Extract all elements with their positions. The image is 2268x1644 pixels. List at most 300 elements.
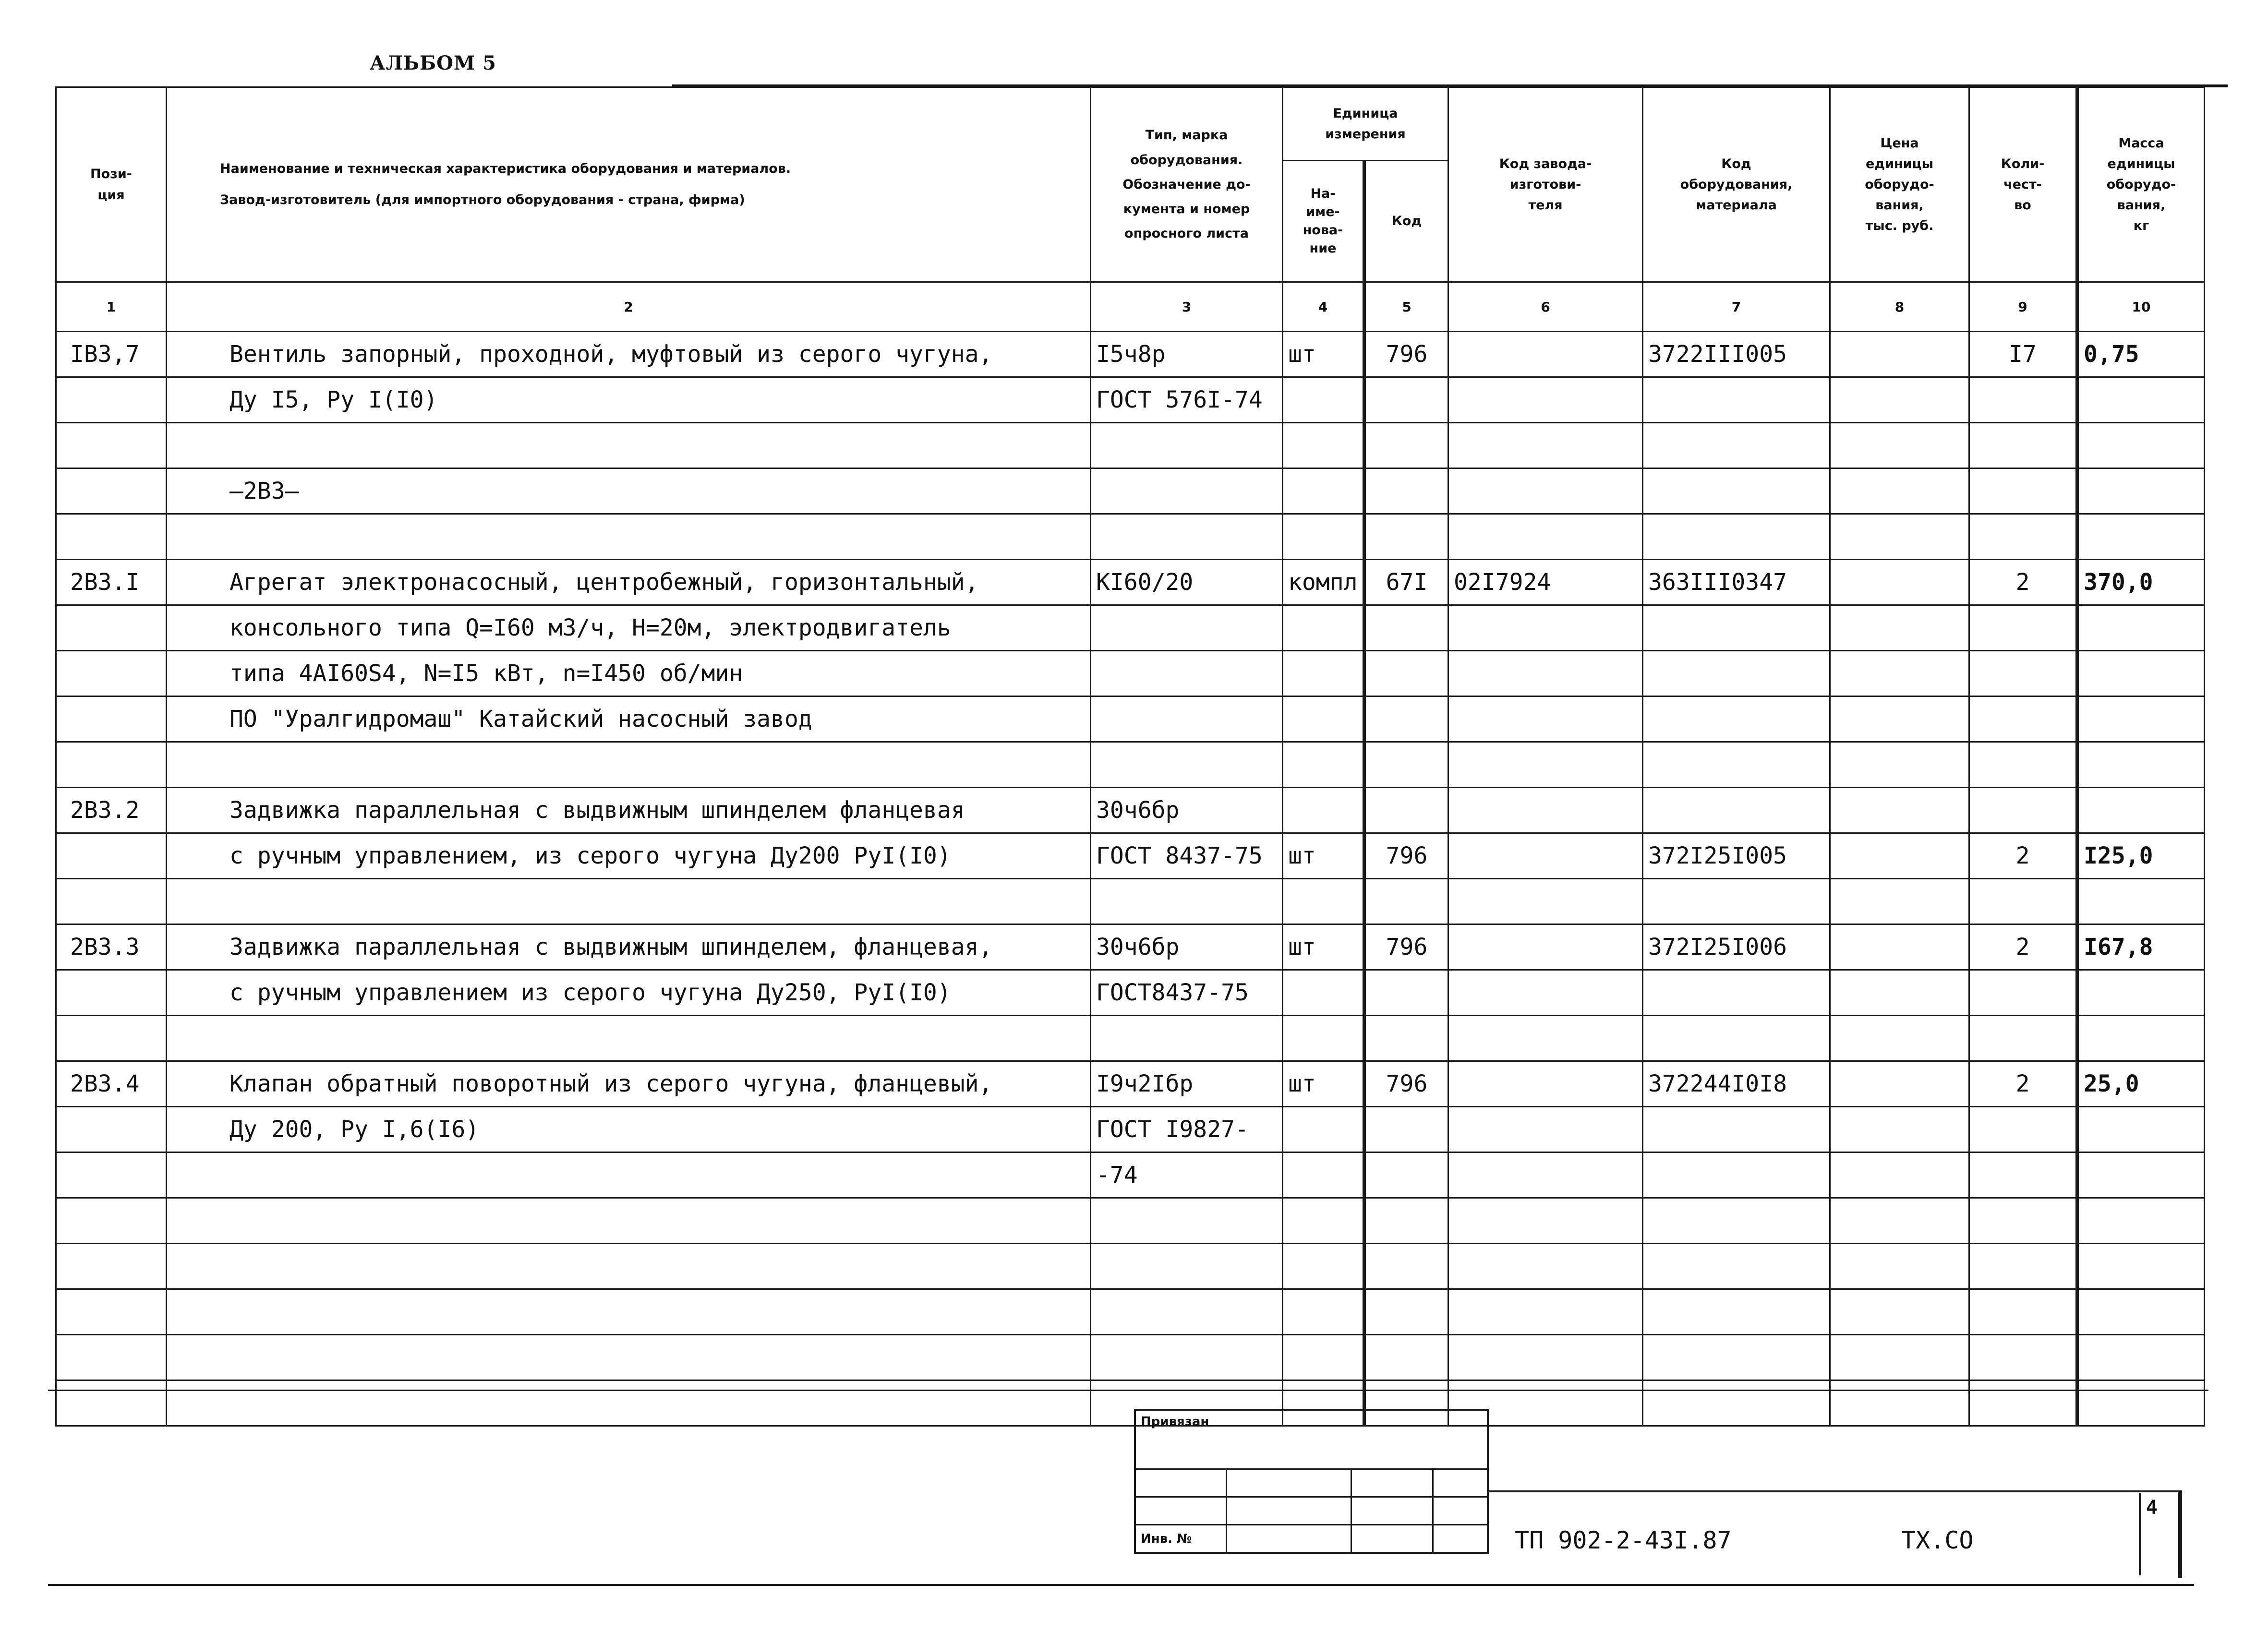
type-cell: ГОСТ I9827-	[1091, 1107, 1283, 1152]
equipment-code-cell: 3722III005	[1643, 332, 1830, 377]
column-number: 7	[1643, 282, 1830, 332]
stamp-cell	[1433, 1497, 1488, 1525]
mass-cell: 25,0	[2077, 1061, 2205, 1107]
type-cell	[1091, 1335, 1283, 1380]
price-cell	[1830, 377, 1969, 423]
unit-code-cell: 796	[1364, 332, 1448, 377]
position-cell	[56, 514, 167, 560]
stamp-cell	[1226, 1525, 1351, 1553]
specification-body	[56, 332, 2205, 1426]
equipment-code-cell	[1643, 377, 1830, 423]
plant-code-cell	[1448, 1016, 1643, 1061]
album-label: АЛЬБОМ 5	[370, 52, 497, 74]
price-cell	[1830, 1016, 1969, 1061]
position-cell	[56, 1198, 167, 1244]
price-cell	[1830, 879, 1969, 924]
price-cell	[1830, 560, 1969, 605]
unit-cell: шт	[1283, 332, 1364, 377]
price-cell	[1830, 423, 1969, 468]
position-cell: IВЗ,7	[56, 332, 167, 377]
equipment-code-cell	[1643, 1289, 1830, 1335]
name-cell: Клапан обратный поворотный из серого чугуна, фланцевый,	[167, 1061, 1091, 1107]
name-cell: с ручным управлением из серого чугуна Ду250, РуI(I0)	[167, 970, 1091, 1016]
unit-code-cell	[1364, 468, 1448, 514]
stamp-cell	[1351, 1497, 1433, 1525]
quantity-cell	[1969, 651, 2077, 696]
quantity-cell	[1969, 742, 2077, 788]
position-cell: 2ВЗ.I	[56, 560, 167, 605]
table-row	[56, 1244, 2205, 1289]
type-cell: КI60/20	[1091, 560, 1283, 605]
header-mass: Масса единицы оборудо- вания, кг	[2077, 87, 2205, 282]
quantity-cell: 2	[1969, 1061, 2077, 1107]
name-cell: Задвижка параллельная с выдвижным шпинделем, фланцевая,	[167, 924, 1091, 970]
unit-code-cell	[1364, 514, 1448, 560]
quantity-cell	[1969, 423, 2077, 468]
table-row	[56, 377, 2205, 423]
name-cell	[167, 1244, 1091, 1289]
specification-table	[55, 86, 2205, 1427]
unit-code-cell	[1364, 742, 1448, 788]
unit-cell: компл	[1283, 560, 1364, 605]
unit-code-cell	[1364, 377, 1448, 423]
unit-code-cell	[1364, 879, 1448, 924]
unit-cell	[1283, 605, 1364, 651]
type-cell: I5ч8р	[1091, 332, 1283, 377]
position-cell	[56, 1335, 167, 1380]
stamp-cell	[1226, 1497, 1351, 1525]
equipment-code-cell	[1643, 423, 1830, 468]
name-cell: консольного типа Q=I60 м3/ч, Н=20м, электродвигатель	[167, 605, 1091, 651]
plant-code-cell	[1448, 332, 1643, 377]
table-row	[56, 605, 2205, 651]
type-cell	[1091, 514, 1283, 560]
type-cell: ГОСТ 576I-74	[1091, 377, 1283, 423]
unit-code-cell	[1364, 1016, 1448, 1061]
unit-code-cell	[1364, 1198, 1448, 1244]
equipment-code-cell	[1643, 1244, 1830, 1289]
name-cell: типа 4АI60S4, N=I5 кВт, n=I450 об/мин	[167, 651, 1091, 696]
column-number: 4	[1283, 282, 1364, 332]
table-row	[56, 1016, 2205, 1061]
mass-cell	[2077, 742, 2205, 788]
stamp-privyazan: Привязан	[1135, 1410, 1488, 1469]
plant-code-cell	[1448, 423, 1643, 468]
type-cell	[1091, 605, 1283, 651]
name-cell: —2ВЗ—	[167, 468, 1091, 514]
unit-cell	[1283, 879, 1364, 924]
type-cell	[1091, 1198, 1283, 1244]
unit-cell	[1283, 1244, 1364, 1289]
name-cell: Ду I5, Ру I(I0)	[167, 377, 1091, 423]
type-cell	[1091, 696, 1283, 742]
price-cell	[1830, 514, 1969, 560]
type-cell: 30ч6бр	[1091, 788, 1283, 833]
plant-code-cell	[1448, 1061, 1643, 1107]
mass-cell	[2077, 1107, 2205, 1152]
name-cell	[167, 423, 1091, 468]
mass-cell: I25,0	[2077, 833, 2205, 879]
table-row	[56, 1061, 2205, 1107]
unit-cell: шт	[1283, 833, 1364, 879]
price-cell	[1830, 1152, 1969, 1198]
name-cell: с ручным управлением, из серого чугуна Ду200 РуI(I0)	[167, 833, 1091, 879]
name-cell	[167, 514, 1091, 560]
column-number: 3	[1091, 282, 1283, 332]
type-cell	[1091, 468, 1283, 514]
price-cell	[1830, 1335, 1969, 1380]
name-cell	[167, 1289, 1091, 1335]
quantity-cell	[1969, 1107, 2077, 1152]
unit-cell	[1283, 1335, 1364, 1380]
mass-cell	[2077, 514, 2205, 560]
table-row	[56, 970, 2205, 1016]
position-cell	[56, 1244, 167, 1289]
unit-cell	[1283, 1198, 1364, 1244]
equipment-code-cell	[1643, 605, 1830, 651]
unit-cell	[1283, 742, 1364, 788]
table-row	[56, 1198, 2205, 1244]
type-cell	[1091, 879, 1283, 924]
unit-cell	[1283, 788, 1364, 833]
column-number: 5	[1364, 282, 1448, 332]
price-cell	[1830, 742, 1969, 788]
mass-cell	[2077, 1198, 2205, 1244]
plant-code-cell	[1448, 651, 1643, 696]
unit-cell	[1283, 514, 1364, 560]
price-cell	[1830, 332, 1969, 377]
table-row	[56, 742, 2205, 788]
stamp-cell	[1433, 1469, 1488, 1497]
column-number: 10	[2077, 282, 2205, 332]
unit-code-cell	[1364, 696, 1448, 742]
header-unit-name: На- име- нова- ние	[1283, 161, 1364, 282]
position-cell	[56, 970, 167, 1016]
mass-cell	[2077, 696, 2205, 742]
table-row	[56, 696, 2205, 742]
plant-code-cell	[1448, 788, 1643, 833]
quantity-cell	[1969, 1289, 2077, 1335]
position-cell	[56, 1289, 167, 1335]
column-number: 2	[167, 282, 1091, 332]
type-cell	[1091, 1244, 1283, 1289]
quantity-cell: 2	[1969, 560, 2077, 605]
table-row	[56, 788, 2205, 833]
quantity-cell	[1969, 377, 2077, 423]
equipment-code-cell	[1643, 879, 1830, 924]
position-cell	[56, 423, 167, 468]
unit-code-cell	[1364, 1335, 1448, 1380]
equipment-code-cell	[1643, 742, 1830, 788]
position-cell	[56, 377, 167, 423]
position-cell	[56, 651, 167, 696]
stamp-cell	[1351, 1525, 1433, 1553]
name-cell	[167, 1380, 1091, 1426]
quantity-cell	[1969, 970, 2077, 1016]
column-number: 9	[1969, 282, 2077, 332]
mass-cell	[2077, 1335, 2205, 1380]
stamp-cell	[1351, 1469, 1433, 1497]
name-cell: Вентиль запорный, проходной, муфтовый из серого чугуна,	[167, 332, 1091, 377]
document-mark: ТХ.СО	[1901, 1526, 1974, 1554]
equipment-code-cell: 372244I0I8	[1643, 1061, 1830, 1107]
mass-cell	[2077, 1244, 2205, 1289]
table-row	[56, 1380, 2205, 1426]
equipment-code-cell	[1643, 1152, 1830, 1198]
price-cell	[1830, 970, 1969, 1016]
quantity-cell: 2	[1969, 924, 2077, 970]
header-name: Наименование и техническая характеристика оборудования и материалов. Завод-изготовитель (для импортного оборудования - страна, фирма)	[167, 87, 1091, 282]
table-row	[56, 332, 2205, 377]
mass-cell: 370,0	[2077, 560, 2205, 605]
type-cell	[1091, 1289, 1283, 1335]
header-position: Пози- ция	[56, 87, 167, 282]
mass-cell: I67,8	[2077, 924, 2205, 970]
mass-cell	[2077, 377, 2205, 423]
quantity-cell: I7	[1969, 332, 2077, 377]
position-cell: 2ВЗ.2	[56, 788, 167, 833]
unit-cell	[1283, 1107, 1364, 1152]
quantity-cell	[1969, 1198, 2077, 1244]
equipment-code-cell	[1643, 970, 1830, 1016]
mass-cell	[2077, 605, 2205, 651]
column-number-row	[56, 282, 2205, 332]
bottom-rule	[48, 1390, 2208, 1391]
unit-cell	[1283, 377, 1364, 423]
quantity-cell: 2	[1969, 833, 2077, 879]
type-cell: 30ч6бр	[1091, 924, 1283, 970]
position-cell	[56, 1107, 167, 1152]
type-cell	[1091, 423, 1283, 468]
price-cell	[1830, 1380, 1969, 1426]
header-plant-code: Код завода- изготови- теля	[1448, 87, 1643, 282]
type-cell	[1091, 651, 1283, 696]
unit-code-cell	[1364, 970, 1448, 1016]
position-cell	[56, 1016, 167, 1061]
name-cell	[167, 879, 1091, 924]
unit-code-cell	[1364, 1244, 1448, 1289]
plant-code-cell	[1448, 468, 1643, 514]
unit-code-cell	[1364, 1289, 1448, 1335]
name-cell	[167, 1016, 1091, 1061]
header-equipment-code: Код оборудования, материала	[1643, 87, 1830, 282]
mass-cell	[2077, 879, 2205, 924]
mass-cell	[2077, 423, 2205, 468]
column-number: 6	[1448, 282, 1643, 332]
price-cell	[1830, 651, 1969, 696]
plant-code-cell	[1448, 742, 1643, 788]
price-cell	[1830, 468, 1969, 514]
equipment-code-cell	[1643, 696, 1830, 742]
position-cell	[56, 1380, 167, 1426]
unit-code-cell: 796	[1364, 1061, 1448, 1107]
plant-code-cell	[1448, 1107, 1643, 1152]
type-cell: I9ч2Iбр	[1091, 1061, 1283, 1107]
equipment-code-cell	[1643, 1380, 1830, 1426]
unit-code-cell	[1364, 605, 1448, 651]
plant-code-cell	[1448, 970, 1643, 1016]
plant-code-cell	[1448, 1244, 1643, 1289]
price-cell	[1830, 1061, 1969, 1107]
unit-cell: шт	[1283, 924, 1364, 970]
unit-cell	[1283, 651, 1364, 696]
unit-cell	[1283, 970, 1364, 1016]
sheet-number-box	[2139, 1493, 2170, 1575]
header-unit-code: Код	[1364, 161, 1448, 282]
table-row	[56, 651, 2205, 696]
table-row	[56, 879, 2205, 924]
price-cell	[1830, 696, 1969, 742]
table-row	[56, 1335, 2205, 1380]
plant-code-cell	[1448, 833, 1643, 879]
position-cell	[56, 605, 167, 651]
header-unit-group: Единица измерения	[1283, 87, 1448, 161]
unit-code-cell	[1364, 423, 1448, 468]
equipment-code-cell: 372I25I005	[1643, 833, 1830, 879]
quantity-cell	[1969, 1152, 2077, 1198]
name-cell: Задвижка параллельная с выдвижным шпинделем фланцевая	[167, 788, 1091, 833]
position-cell: 2ВЗ.4	[56, 1061, 167, 1107]
stamp-cell	[1433, 1525, 1488, 1553]
column-number: 8	[1830, 282, 1969, 332]
table-row	[56, 1289, 2205, 1335]
unit-cell	[1283, 696, 1364, 742]
equipment-code-cell	[1643, 1016, 1830, 1061]
unit-code-cell: 796	[1364, 924, 1448, 970]
header-type: Тип, марка оборудования. Обозначение до- кумента и номер опросного листа	[1091, 87, 1283, 282]
table-row	[56, 924, 2205, 970]
mass-cell	[2077, 1152, 2205, 1198]
price-cell	[1830, 924, 1969, 970]
type-cell: ГОСТ8437-75	[1091, 970, 1283, 1016]
quantity-cell	[1969, 1016, 2077, 1061]
name-cell	[167, 742, 1091, 788]
position-cell	[56, 833, 167, 879]
plant-code-cell	[1448, 1335, 1643, 1380]
unit-code-cell: 796	[1364, 833, 1448, 879]
quantity-cell	[1969, 1335, 2077, 1380]
unit-code-cell: 67I	[1364, 560, 1448, 605]
plant-code-cell	[1448, 377, 1643, 423]
position-cell	[56, 742, 167, 788]
mass-cell	[2077, 468, 2205, 514]
price-cell	[1830, 1289, 1969, 1335]
type-cell	[1091, 1016, 1283, 1061]
plant-code-cell	[1448, 1152, 1643, 1198]
stamp-cell	[1135, 1469, 1226, 1497]
position-cell	[56, 879, 167, 924]
type-cell	[1091, 742, 1283, 788]
quantity-cell	[1969, 1380, 2077, 1426]
unit-code-cell	[1364, 1107, 1448, 1152]
table-row	[56, 1107, 2205, 1152]
unit-cell	[1283, 1289, 1364, 1335]
stamp-cell	[1226, 1469, 1351, 1497]
name-cell: Агрегат электронасосный, центробежный, горизонтальный,	[167, 560, 1091, 605]
equipment-code-cell	[1643, 1107, 1830, 1152]
unit-code-cell	[1364, 651, 1448, 696]
name-cell	[167, 1198, 1091, 1244]
table-row	[56, 1152, 2205, 1198]
column-number: 1	[56, 282, 167, 332]
mass-cell	[2077, 1016, 2205, 1061]
plant-code-cell: 02I7924	[1448, 560, 1643, 605]
quantity-cell	[1969, 1244, 2077, 1289]
equipment-code-cell: 363III0347	[1643, 560, 1830, 605]
name-cell	[167, 1152, 1091, 1198]
plant-code-cell	[1448, 924, 1643, 970]
unit-cell	[1283, 468, 1364, 514]
mass-cell	[2077, 970, 2205, 1016]
mass-cell	[2077, 788, 2205, 833]
unit-code-cell	[1364, 1152, 1448, 1198]
position-cell: 2ВЗ.3	[56, 924, 167, 970]
stamp-cell	[1135, 1497, 1226, 1525]
table-row	[56, 833, 2205, 879]
type-cell: ГОСТ 8437-75	[1091, 833, 1283, 879]
mass-cell: 0,75	[2077, 332, 2205, 377]
name-cell: ПО "Уралгидромаш" Катайский насосный завод	[167, 696, 1091, 742]
equipment-code-cell	[1643, 468, 1830, 514]
quantity-cell	[1969, 605, 2077, 651]
position-cell	[56, 696, 167, 742]
table-row	[56, 423, 2205, 468]
quantity-cell	[1969, 468, 2077, 514]
table-row	[56, 468, 2205, 514]
header-price: Цена единицы оборудо- вания, тыс. руб.	[1830, 87, 1969, 282]
unit-cell	[1283, 1152, 1364, 1198]
price-cell	[1830, 1244, 1969, 1289]
stamp-inv-no: Инв. №	[1135, 1525, 1226, 1553]
position-cell	[56, 1152, 167, 1198]
price-cell	[1830, 1198, 1969, 1244]
price-cell	[1830, 788, 1969, 833]
equipment-code-cell: 372I25I006	[1643, 924, 1830, 970]
header-quantity: Коли- чест- во	[1969, 87, 2077, 282]
quantity-cell	[1969, 879, 2077, 924]
equipment-code-cell	[1643, 651, 1830, 696]
plant-code-cell	[1448, 605, 1643, 651]
equipment-code-cell	[1643, 788, 1830, 833]
position-cell	[56, 468, 167, 514]
equipment-code-cell	[1643, 1335, 1830, 1380]
unit-cell	[1283, 423, 1364, 468]
table-row	[56, 560, 2205, 605]
price-cell	[1830, 833, 1969, 879]
mass-cell	[2077, 1289, 2205, 1335]
header-row-1	[56, 87, 2205, 161]
mass-cell	[2077, 1380, 2205, 1426]
equipment-code-cell	[1643, 1198, 1830, 1244]
plant-code-cell	[1448, 879, 1643, 924]
title-block-stamp	[1134, 1409, 1489, 1554]
name-cell	[167, 1335, 1091, 1380]
plant-code-cell	[1448, 696, 1643, 742]
plant-code-cell	[1448, 1289, 1643, 1335]
quantity-cell	[1969, 514, 2077, 560]
table-row	[56, 514, 2205, 560]
unit-cell	[1283, 1016, 1364, 1061]
mass-cell	[2077, 651, 2205, 696]
price-cell	[1830, 605, 1969, 651]
name-cell: Ду 200, Ру I,6(I6)	[167, 1107, 1091, 1152]
quantity-cell	[1969, 696, 2077, 742]
document-code: ТП 902-2-43I.87	[1515, 1526, 1732, 1554]
quantity-cell	[1969, 788, 2077, 833]
equipment-code-cell	[1643, 514, 1830, 560]
sheet-number: 4	[2146, 1497, 2158, 1519]
page-bottom-rule	[48, 1584, 2194, 1586]
